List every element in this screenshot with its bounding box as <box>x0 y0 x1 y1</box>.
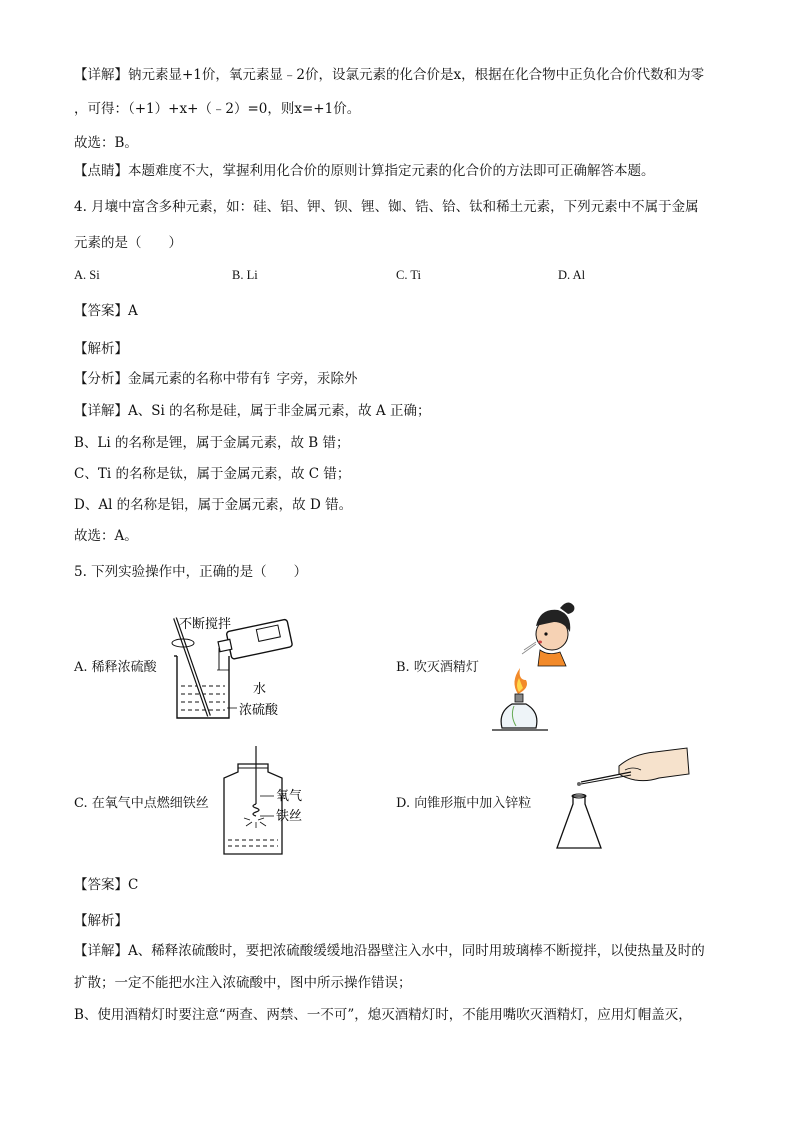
figure-c-wire-label: 铁丝 <box>276 809 303 824</box>
q4-option-b: B. Li <box>232 268 258 282</box>
figure-c-oxygen-label: 氧气 <box>276 789 303 804</box>
q5-analysis-line-1: 【详解】A、稀释浓硫酸时，要把浓硫酸缓缓地沿器壁注入水中，同时用玻璃棒不断搅拌，以使热量及时的 <box>74 943 705 959</box>
q4-analysis-line-5: D、Al 的名称是铝，属于金属元素，故 D 错。 <box>74 497 353 513</box>
q4-analysis-line-6: 故选：A。 <box>74 528 138 544</box>
q4-option-a: A. Si <box>74 268 100 282</box>
detail-line-1: 【详解】钠元素显+1价，氧元素显﹣2价，设氯元素的化合价是x，根据在化合物中正负化合价代数和为零 <box>74 67 705 83</box>
q4-analysis-line-4: C、Ti 的名称是钛，属于金属元素，故 C 错； <box>74 466 351 482</box>
q5-option-c: C. 在氧气中点燃细铁丝 <box>74 796 209 811</box>
q5-answer: 【答案】C <box>74 877 139 893</box>
q5-option-a: A. 稀释浓硫酸 <box>74 660 157 675</box>
q5-analysis-line-3: B、使用酒精灯时要注意“两查、两禁、一不可”，熄灭酒精灯时，不能用嘴吹灭酒精灯，应用灯帽盖灭， <box>74 1007 692 1023</box>
figure-a-acid-label: 浓硫酸 <box>239 703 279 718</box>
figure-a-dilution <box>165 608 305 723</box>
comment-line: 【点睛】本题难度不大，掌握利用化合价的原则计算指定元素的化合价的方法即可正确解答本题。 <box>74 163 655 179</box>
figure-c-iron-wire <box>220 744 320 856</box>
figure-d-conical-flask <box>555 744 695 856</box>
q5-analysis-tag: 【解析】 <box>74 913 128 929</box>
q4-analysis-line-2: 【详解】A、Si 的名称是硅，属于非金属元素，故 A 正确； <box>74 403 431 419</box>
q4-analysis-tag: 【解析】 <box>74 341 128 357</box>
detail-line-2: ，可得：（+1）+x+（﹣2）=0，则x=+1价。 <box>74 101 361 117</box>
figure-a-water-label: 水 <box>253 682 267 697</box>
q4-stem-1: 4. 月壤中富含多种元素，如：硅、铝、钾、钡、锂、铷、锆、铪、钛和稀土元素，下列元素中不属于金属 <box>74 199 699 215</box>
q5-option-b: B. 吹灭酒精灯 <box>396 660 479 675</box>
q4-answer: 【答案】A <box>74 303 138 319</box>
q4-option-d: D. Al <box>558 268 586 282</box>
figure-a-stir-label: 不断搅拌 <box>179 617 232 632</box>
q4-option-c: C. Ti <box>396 268 422 282</box>
figure-b-alcohol-lamp <box>488 596 588 732</box>
q4-analysis-line-1: 【分析】金属元素的名称中带有钅字旁，汞除外 <box>74 371 358 387</box>
choice-line: 故选：B。 <box>74 135 138 151</box>
q5-stem: 5. 下列实验操作中，正确的是（ ） <box>74 564 308 580</box>
q5-option-d: D. 向锥形瓶中加入锌粒 <box>396 796 532 811</box>
q4-analysis-line-3: B、Li 的名称是锂，属于金属元素，故 B 错； <box>74 435 350 451</box>
q4-stem-2: 元素的是（ ） <box>74 235 182 251</box>
q5-analysis-line-2: 扩散；一定不能把水注入浓硫酸中，图中所示操作错误； <box>74 975 412 991</box>
